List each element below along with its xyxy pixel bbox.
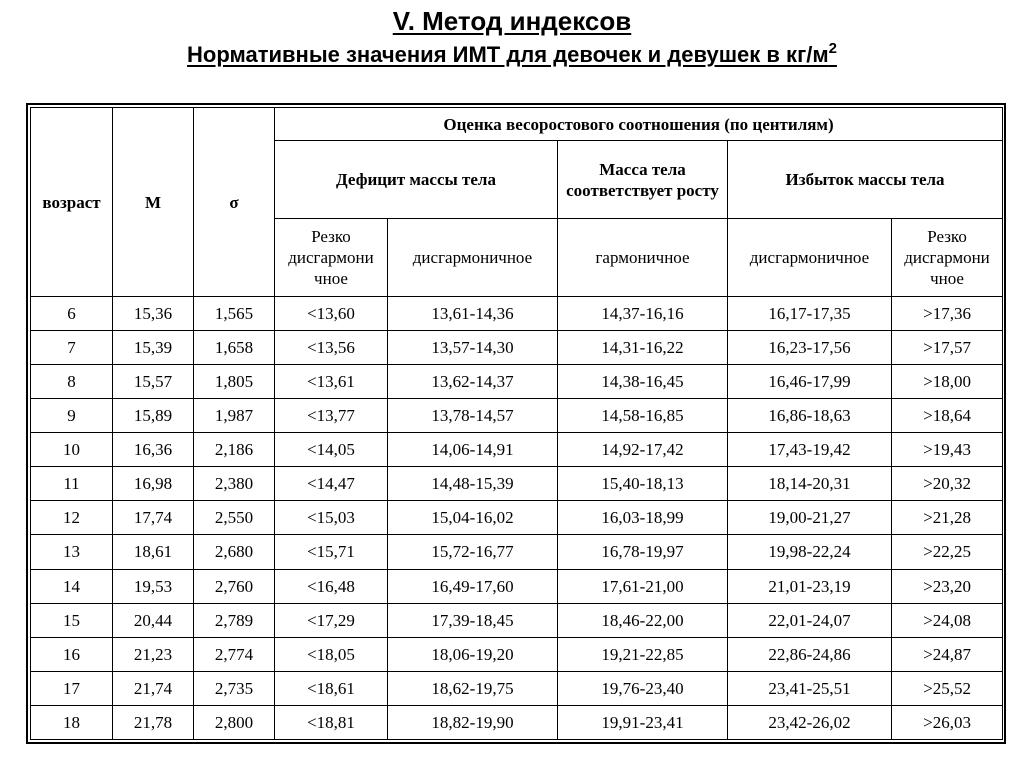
bmi-norms-table xyxy=(30,107,1003,740)
cell-age: 17 xyxy=(31,671,113,705)
cell-harmonious: 14,38-16,45 xyxy=(558,365,728,399)
cell-disharmonious-deficit: 13,78-14,57 xyxy=(388,399,558,433)
cell-sharp-disharmonious-excess: >17,36 xyxy=(892,297,1003,331)
cell-harmonious: 15,40-18,13 xyxy=(558,467,728,501)
cell-sharp-disharmonious-deficit: <13,56 xyxy=(275,331,388,365)
cell-disharmonious-deficit: 18,82-19,90 xyxy=(388,705,558,739)
cell-sharp-disharmonious-deficit: <15,71 xyxy=(275,535,388,569)
cell-sharp-disharmonious-deficit: <13,77 xyxy=(275,399,388,433)
subtitle-text: Нормативные значения ИМТ для девочек и девушек в кг/м xyxy=(187,42,829,67)
cell-sigma: 2,760 xyxy=(194,569,275,603)
header-deficit: Дефицит массы тела xyxy=(275,141,558,219)
cell-harmonious: 19,21-22,85 xyxy=(558,637,728,671)
cell-disharmonious-excess: 21,01-23,19 xyxy=(728,569,892,603)
cell-sharp-disharmonious-excess: >26,03 xyxy=(892,705,1003,739)
cell-mean: 16,36 xyxy=(113,433,194,467)
cell-disharmonious-excess: 19,00-21,27 xyxy=(728,501,892,535)
cell-sigma: 1,805 xyxy=(194,365,275,399)
cell-mean: 21,23 xyxy=(113,637,194,671)
cell-age: 12 xyxy=(31,501,113,535)
cell-disharmonious-excess: 18,14-20,31 xyxy=(728,467,892,501)
cell-disharmonious-deficit: 15,04-16,02 xyxy=(388,501,558,535)
cell-disharmonious-excess: 17,43-19,42 xyxy=(728,433,892,467)
cell-sigma: 2,800 xyxy=(194,705,275,739)
cell-sharp-disharmonious-deficit: <13,60 xyxy=(275,297,388,331)
table-row xyxy=(31,637,1003,671)
cell-disharmonious-deficit: 17,39-18,45 xyxy=(388,603,558,637)
cell-harmonious: 19,91-23,41 xyxy=(558,705,728,739)
cell-harmonious: 14,92-17,42 xyxy=(558,433,728,467)
cell-sigma: 2,735 xyxy=(194,671,275,705)
table-row xyxy=(31,535,1003,569)
cell-sharp-disharmonious-excess: >18,00 xyxy=(892,365,1003,399)
cell-disharmonious-deficit: 16,49-17,60 xyxy=(388,569,558,603)
cell-sharp-disharmonious-excess: >19,43 xyxy=(892,433,1003,467)
cell-disharmonious-excess: 23,41-25,51 xyxy=(728,671,892,705)
cell-sigma: 2,550 xyxy=(194,501,275,535)
cell-harmonious: 14,31-16,22 xyxy=(558,331,728,365)
cell-mean: 17,74 xyxy=(113,501,194,535)
cell-disharmonious-excess: 23,42-26,02 xyxy=(728,705,892,739)
header-age: возраст xyxy=(31,108,113,297)
cell-age: 16 xyxy=(31,637,113,671)
cell-sharp-disharmonious-excess: >21,28 xyxy=(892,501,1003,535)
cell-disharmonious-deficit: 13,62-14,37 xyxy=(388,365,558,399)
cell-sharp-disharmonious-excess: >25,52 xyxy=(892,671,1003,705)
cell-disharmonious-deficit: 14,48-15,39 xyxy=(388,467,558,501)
cell-disharmonious-excess: 16,23-17,56 xyxy=(728,331,892,365)
cell-age: 8 xyxy=(31,365,113,399)
cell-mean: 19,53 xyxy=(113,569,194,603)
subtitle-superscript: 2 xyxy=(828,40,837,57)
cell-sharp-disharmonious-excess: >18,64 xyxy=(892,399,1003,433)
table-row xyxy=(31,399,1003,433)
cell-sharp-disharmonious-excess: >23,20 xyxy=(892,569,1003,603)
cell-mean: 21,74 xyxy=(113,671,194,705)
table-row xyxy=(31,569,1003,603)
cell-mean: 15,57 xyxy=(113,365,194,399)
cell-sharp-disharmonious-deficit: <18,05 xyxy=(275,637,388,671)
cell-sharp-disharmonious-excess: >24,08 xyxy=(892,603,1003,637)
table-row xyxy=(31,501,1003,535)
table-row xyxy=(31,433,1003,467)
cell-disharmonious-deficit: 15,72-16,77 xyxy=(388,535,558,569)
page-subtitle xyxy=(0,40,1024,70)
header-assessment: Оценка весоростового соотношения (по центилям) xyxy=(275,108,1003,141)
cell-harmonious: 14,58-16,85 xyxy=(558,399,728,433)
cell-sigma: 1,658 xyxy=(194,331,275,365)
header-sharp-disharmonious-right: Резко дисгармони чное xyxy=(892,219,1003,297)
cell-disharmonious-deficit: 14,06-14,91 xyxy=(388,433,558,467)
cell-harmonious: 16,78-19,97 xyxy=(558,535,728,569)
header-harmonious: гармоничное xyxy=(558,219,728,297)
table-row xyxy=(31,365,1003,399)
cell-sharp-disharmonious-excess: >17,57 xyxy=(892,331,1003,365)
table-row xyxy=(31,671,1003,705)
header-normal: Масса тела соответствует росту xyxy=(558,141,728,219)
table-frame xyxy=(26,103,1006,744)
cell-age: 10 xyxy=(31,433,113,467)
cell-sigma: 1,565 xyxy=(194,297,275,331)
cell-age: 9 xyxy=(31,399,113,433)
header-mean: М xyxy=(113,108,194,297)
cell-harmonious: 19,76-23,40 xyxy=(558,671,728,705)
cell-age: 14 xyxy=(31,569,113,603)
cell-sharp-disharmonious-deficit: <18,61 xyxy=(275,671,388,705)
cell-mean: 15,36 xyxy=(113,297,194,331)
table-body xyxy=(31,297,1003,740)
cell-mean: 16,98 xyxy=(113,467,194,501)
title-block xyxy=(0,4,1024,70)
cell-disharmonious-deficit: 18,62-19,75 xyxy=(388,671,558,705)
table-row xyxy=(31,297,1003,331)
cell-sharp-disharmonious-excess: >20,32 xyxy=(892,467,1003,501)
header-sharp-disharmonious-left: Резко дисгармони чное xyxy=(275,219,388,297)
cell-sigma: 1,987 xyxy=(194,399,275,433)
cell-age: 18 xyxy=(31,705,113,739)
cell-harmonious: 17,61-21,00 xyxy=(558,569,728,603)
cell-sharp-disharmonious-excess: >24,87 xyxy=(892,637,1003,671)
cell-sigma: 2,186 xyxy=(194,433,275,467)
cell-sharp-disharmonious-deficit: <14,05 xyxy=(275,433,388,467)
table-row xyxy=(31,705,1003,739)
cell-age: 15 xyxy=(31,603,113,637)
cell-disharmonious-excess: 16,86-18,63 xyxy=(728,399,892,433)
cell-disharmonious-excess: 19,98-22,24 xyxy=(728,535,892,569)
cell-age: 13 xyxy=(31,535,113,569)
table-row xyxy=(31,603,1003,637)
cell-sharp-disharmonious-deficit: <16,48 xyxy=(275,569,388,603)
table-row xyxy=(31,467,1003,501)
cell-mean: 21,78 xyxy=(113,705,194,739)
cell-disharmonious-excess: 22,01-24,07 xyxy=(728,603,892,637)
cell-harmonious: 14,37-16,16 xyxy=(558,297,728,331)
cell-mean: 15,89 xyxy=(113,399,194,433)
page-title: V. Метод индексов xyxy=(392,6,632,36)
cell-sharp-disharmonious-deficit: <15,03 xyxy=(275,501,388,535)
cell-sharp-disharmonious-deficit: <13,61 xyxy=(275,365,388,399)
table-row xyxy=(31,331,1003,365)
cell-disharmonious-deficit: 13,61-14,36 xyxy=(388,297,558,331)
cell-disharmonious-excess: 16,17-17,35 xyxy=(728,297,892,331)
cell-sigma: 2,680 xyxy=(194,535,275,569)
cell-disharmonious-excess: 22,86-24,86 xyxy=(728,637,892,671)
cell-sharp-disharmonious-deficit: <14,47 xyxy=(275,467,388,501)
cell-harmonious: 16,03-18,99 xyxy=(558,501,728,535)
header-disharmonious-right: дисгармоничное xyxy=(728,219,892,297)
cell-disharmonious-deficit: 13,57-14,30 xyxy=(388,331,558,365)
cell-sigma: 2,380 xyxy=(194,467,275,501)
cell-age: 7 xyxy=(31,331,113,365)
cell-sigma: 2,774 xyxy=(194,637,275,671)
cell-age: 6 xyxy=(31,297,113,331)
cell-sharp-disharmonious-deficit: <17,29 xyxy=(275,603,388,637)
cell-harmonious: 18,46-22,00 xyxy=(558,603,728,637)
cell-disharmonious-excess: 16,46-17,99 xyxy=(728,365,892,399)
cell-mean: 18,61 xyxy=(113,535,194,569)
header-sigma: σ xyxy=(194,108,275,297)
cell-disharmonious-deficit: 18,06-19,20 xyxy=(388,637,558,671)
header-disharmonious-left: дисгармоничное xyxy=(388,219,558,297)
cell-age: 11 xyxy=(31,467,113,501)
cell-sharp-disharmonious-deficit: <18,81 xyxy=(275,705,388,739)
cell-sigma: 2,789 xyxy=(194,603,275,637)
cell-mean: 20,44 xyxy=(113,603,194,637)
cell-mean: 15,39 xyxy=(113,331,194,365)
header-excess: Избыток массы тела xyxy=(728,141,1003,219)
cell-sharp-disharmonious-excess: >22,25 xyxy=(892,535,1003,569)
